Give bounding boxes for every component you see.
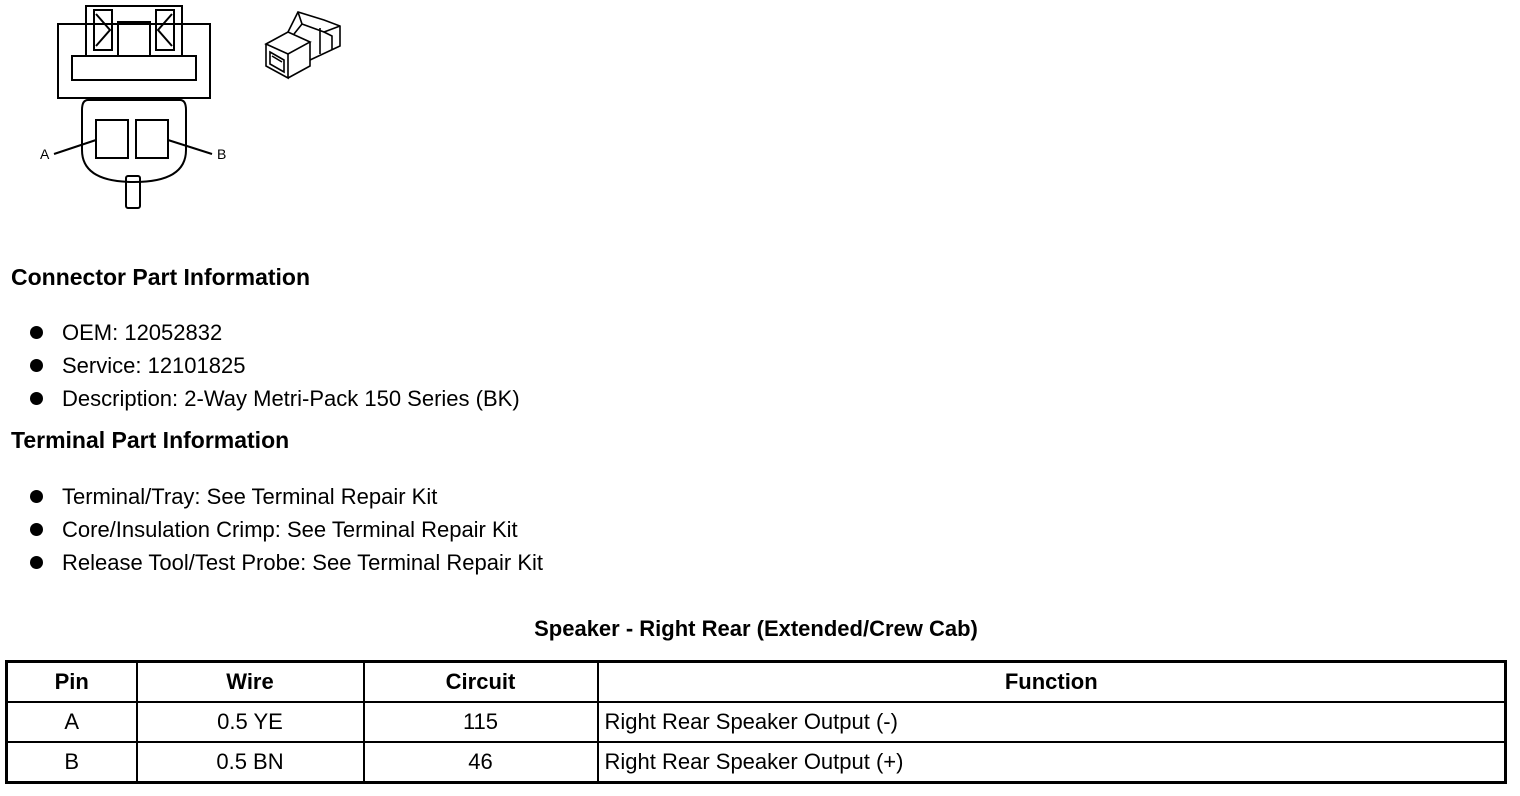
list-item [28,349,520,382]
connector-part-heading: Connector Part Information [11,264,311,290]
cell-function: Right Rear Speaker Output (-) [598,702,1506,742]
list-item [28,316,520,349]
cell-wire: 0.5 YE [137,702,364,742]
header-pin: Pin [7,662,137,703]
list-item [28,382,520,415]
list-item [28,513,543,546]
table-row [7,702,1506,742]
pin-table [5,660,1507,784]
terminal-part-list [28,480,543,579]
pin-label-b: B [217,146,227,162]
cell-circuit: 46 [364,742,598,783]
bullet-icon [30,359,43,372]
pin-label-a: A [40,146,50,162]
terminal-part-heading: Terminal Part Information [11,427,290,453]
table-header-row [7,662,1506,703]
cell-pin: A [7,702,137,742]
bullet-icon [30,523,43,536]
bullet-icon [30,392,43,405]
list-item-text: Core/Insulation Crimp: See Terminal Repair Kit [62,517,518,542]
list-item-text: Terminal/Tray: See Terminal Repair Kit [62,484,438,509]
list-item [28,546,543,579]
list-item-text: Description: 2-Way Metri-Pack 150 Series (BK) [62,386,520,411]
pin-table-title: Speaker - Right Rear (Extended/Crew Cab) [534,616,978,641]
header-circuit: Circuit [364,662,598,703]
list-item [28,480,543,513]
connector-isometric-illustration [258,2,348,92]
bullet-icon [30,326,43,339]
connector-face-diagram [30,0,250,220]
list-item-text: Service: 12101825 [62,353,246,378]
list-item-text: Release Tool/Test Probe: See Terminal Repair Kit [62,550,543,575]
bullet-icon [30,556,43,569]
connector-part-list [28,316,520,415]
cell-pin: B [7,742,137,783]
bullet-icon [30,490,43,503]
header-wire: Wire [137,662,364,703]
cell-function: Right Rear Speaker Output (+) [598,742,1506,783]
cell-wire: 0.5 BN [137,742,364,783]
table-row [7,742,1506,783]
header-function: Function [598,662,1506,703]
cell-circuit: 115 [364,702,598,742]
list-item-text: OEM: 12052832 [62,320,223,345]
